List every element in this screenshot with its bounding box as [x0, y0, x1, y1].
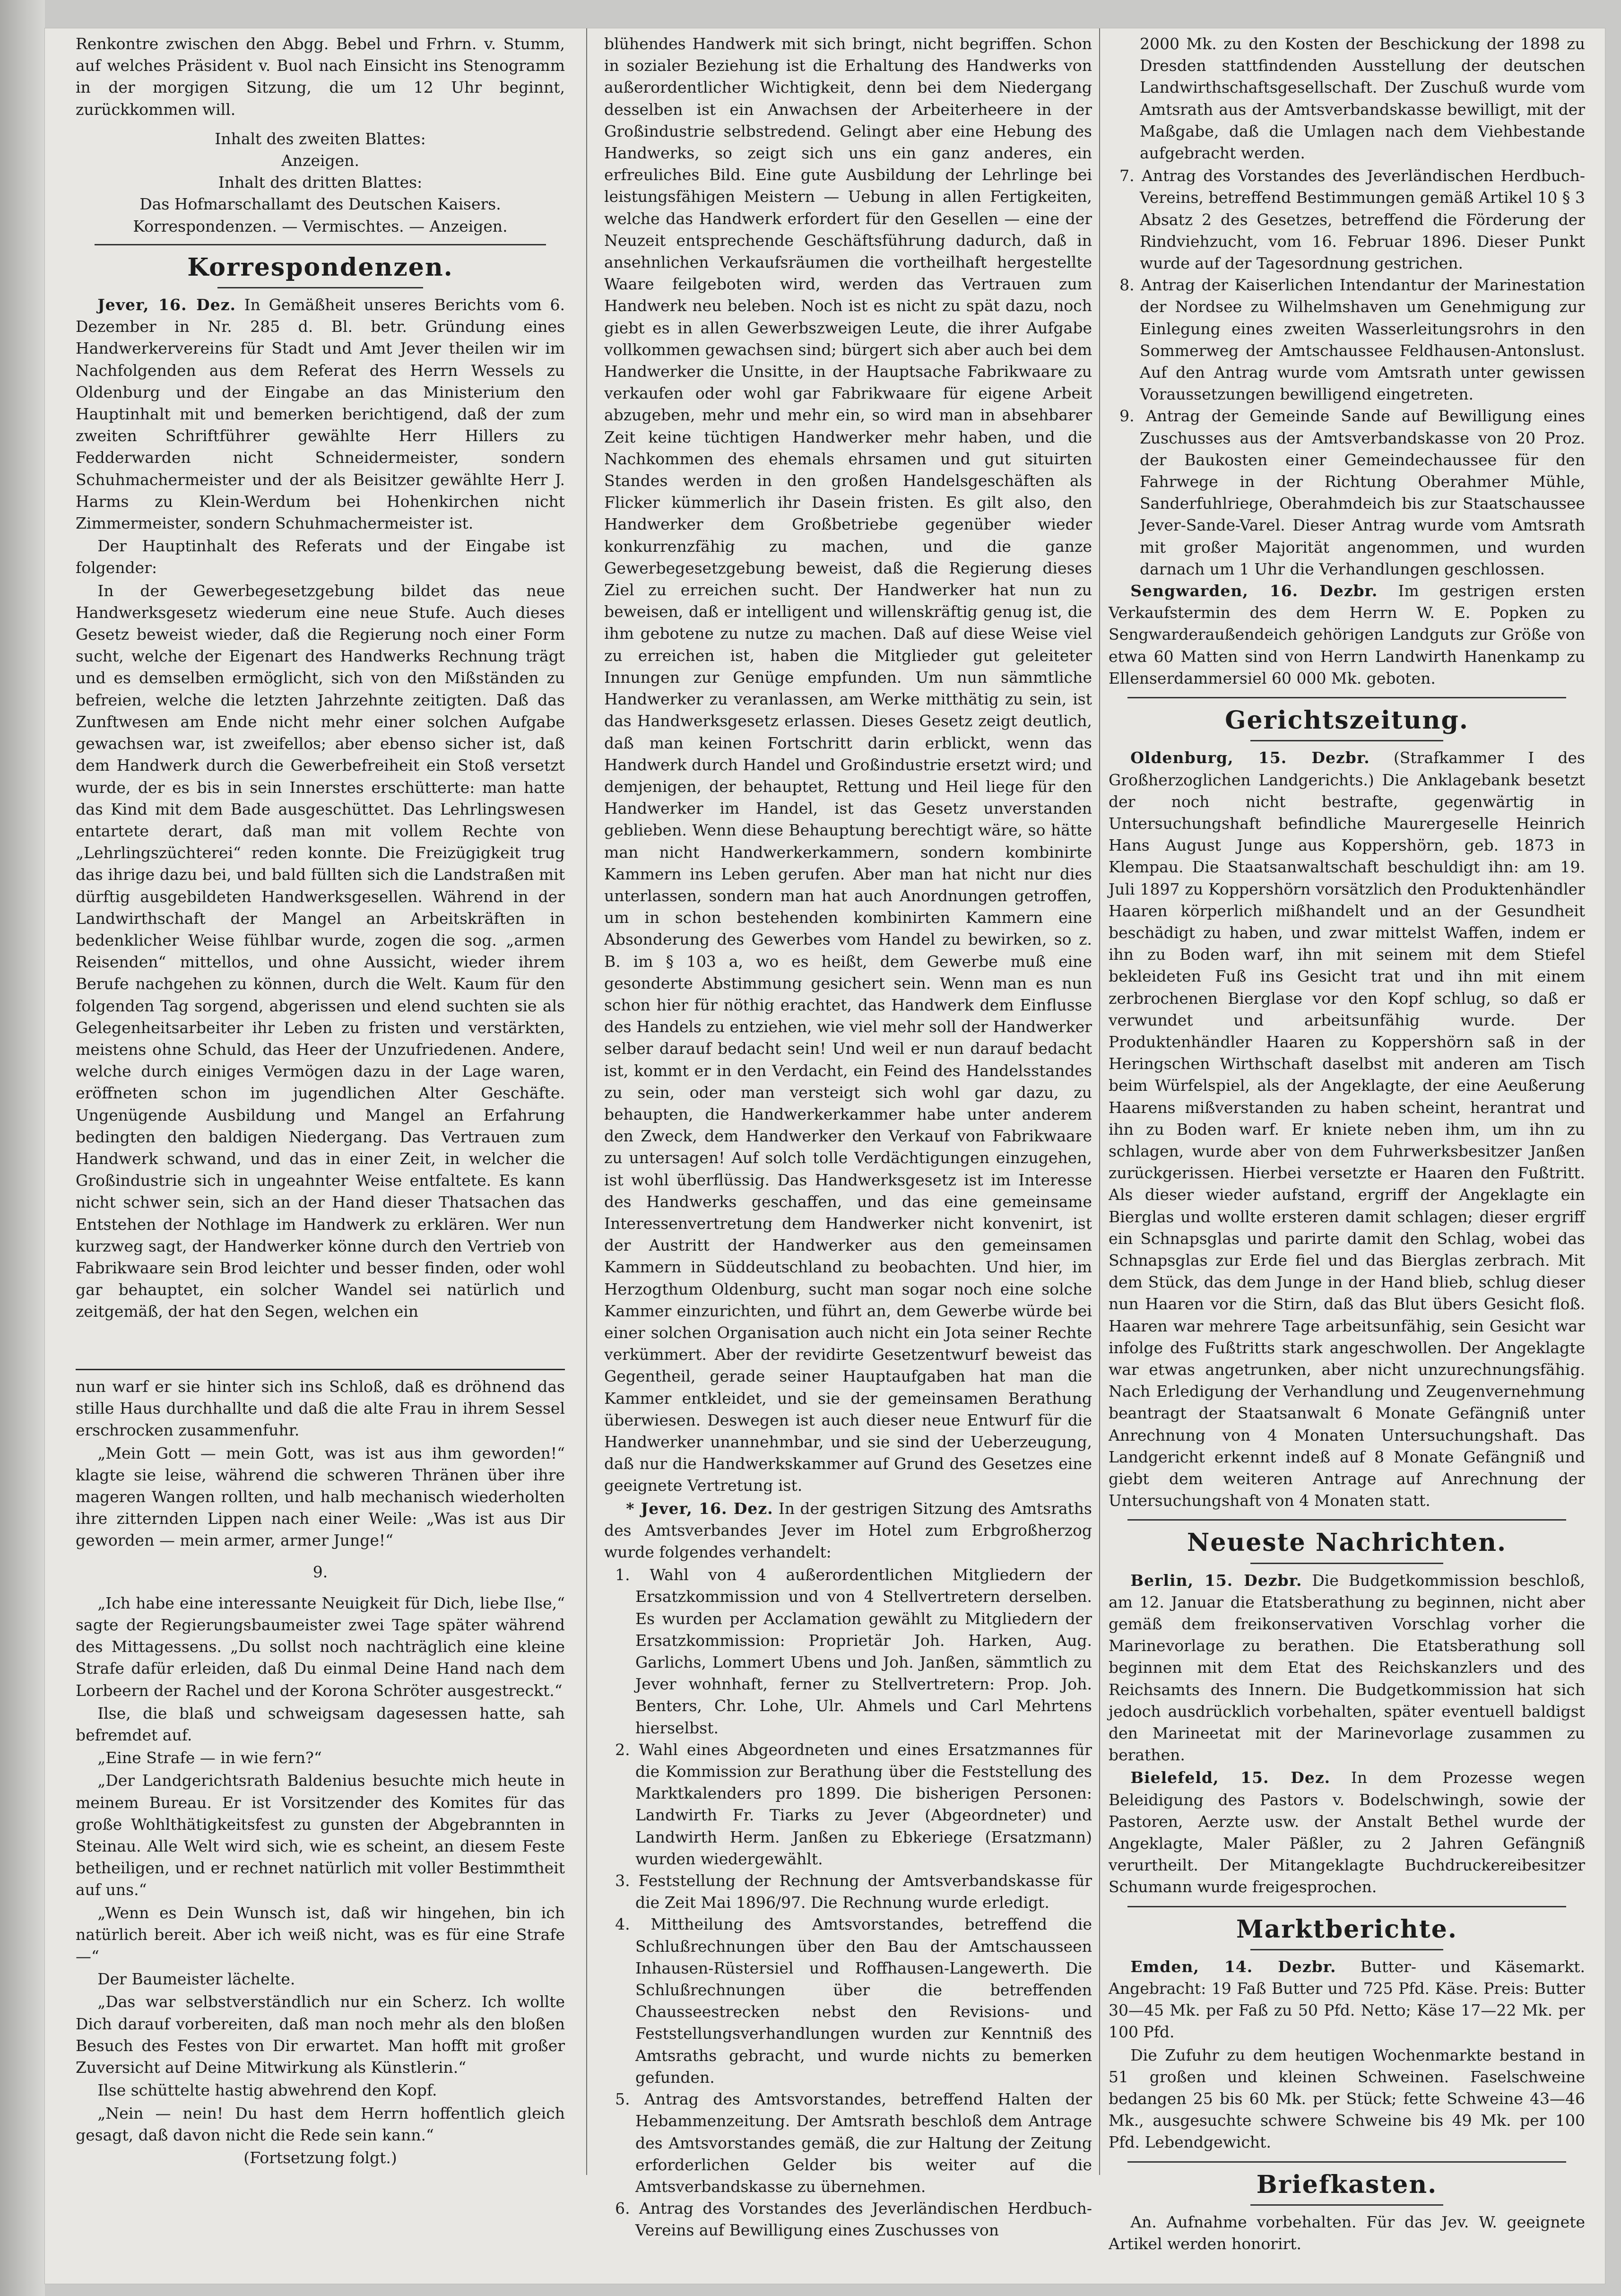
column-rule-2	[1099, 28, 1100, 2175]
section-heading: Briefkasten.	[1256, 2170, 1438, 2199]
agenda-item: 7. Antrag des Vorstandes des Jeverländischen Herdbuch-Vereins, betreffend Bestimmungen gemäß Artikel 10 § 3 Absatz 2 des Gesetzes, betreffend die Förderung der Rindviehzucht, vom 16. Februar 1896. Dieser Punkt wurde auf der Tagesordnung gestrichen.	[1119, 166, 1585, 273]
section-heading: Marktberichte.	[1236, 1914, 1457, 1944]
feuilleton-divider	[76, 1369, 565, 1370]
binding-gutter	[0, 0, 45, 2296]
story-paragraph: Ilse, die blaß und schweigsam dagesessen hatte, sah befremdet auf.	[76, 1704, 565, 1745]
chapter-number: 9.	[312, 1562, 328, 1581]
column-rule-1	[586, 28, 587, 2175]
agenda-item: 9. Antrag der Gemeinde Sande auf Bewilligung eines Zuschusses aus der Amtsverbandskasse von 20 Proz. der Baukosten einer Gemeindechaussee für den Fahrwege in der Richtung Oberahmer Mühle, Sanderfuhlriege, Oberahmdeich bis zur Staatschaussee Jever-Sande-Varel. Dieser Antrag wurde vom Amtsrath mit großer Majorität angenommen, und wurden darnach um 1 Uhr die Verhandlungen geschlossen.	[1119, 407, 1585, 578]
paragraph: blühendes Handwerk mit sich bringt, nicht begriffen. Schon in sozialer Beziehung ist die Erhaltung des Handwerks von außerordentlicher Wichtigkeit, denn bei dem Niedergang desselben ist ein Anwachsen der Arbeiterheere in der Großindustrie selbstredend. Gelingt aber eine Hebung des Handwerks, so zeigt sich uns ein ganz anderes, ein erfreuliches Bild. Eine gute Ausbildung der Lehrlinge bei leistungsfähigen Meistern — Uebung in allen Fertigkeiten, welche das Handwerk erfordert für den Gesellen — eine der Neuzeit entsprechende Geschäftsführung dadurch, daß in ansehnlichen Verkaufsräumen die vortheilhaft hergestellte Waare feilgeboten wird, werden das Vertrauen zum Handwerk neu beleben. Noch ist es nicht zu spät dazu, noch giebt es in allen Gewerbszweigen Leute, die ihrer Aufgabe vollkommen gewachsen sind; bürgert sich aber auch bei dem Handwerker die Unsitte, in der Hauptsache Fabrikwaare zu verkaufen oder wohl gar Fabrikwaare für eigene Arbeit abzugeben, mehr und mehr ein, so wird man in absehbarer Zeit keine tüchtigen Handwerker mehr haben, und die Nachkommen des ehemals ehrsamen und gut situirten Standes werden in den großen Handelsgeschäften als Flicker kümmerlich ihr Dasein fristen. Es gilt also, den Handwerker dem Großbetriebe gegenüber wieder konkurrenzfähig zu machen, und die ganze Gewerbegesetzgebung beweist, daß die Regierung dieses Ziel zu erreichen sucht. Der Handwerker hat nun zu beweisen, daß er intelligent und willenskräftig genug ist, die ihm gebotene zu nutze zu machen. Daß auf diese Weise viel zu erreichen ist, haben die Mitglieder gut geleiteter Innungen zur Genüge empfunden. Um nun sämmtliche Handwerker zu veranlassen, am Werke mitthätig zu sein, ist das Handwerksgesetz erlassen. Dieses Gesetz zeigt deutlich, daß man keinen Fortschritt darin erblickt, wenn das Handwerk durch Handel und Großindustrie ersetzt wird; und demjenigen, der behauptet, Rettung und Heil liege für den Handwerker im Handel, ist das Gesetz unverstanden geblieben. Wenn diese Behauptung berechtigt wäre, so hätte man nicht Handwerkerkammern, sondern kombinirte Kammern ins Leben gerufen. Aber man hat nicht nur dies unterlassen, sondern man hat auch Anordnungen getroffen, um in schon bestehenden kombinirten Kammern eine Absonderung des Gewerbes vom Handel zu bewirken, so z. B. im § 103 a, wo es heißt, dem Gewerbe muß eine gesonderte Abstimmung gesichert sein. Wenn man es nun schon hier für nöthig erachtet, das Handwerk dem Einflusse des Handels zu entziehen, wie viel mehr soll der Handwerker selber darauf bedacht sein! Und weil er nun darauf bedacht ist, kommt er in den Verdacht, ein Feind des Handelsstandes zu sein, oder man versteigt sich wohl gar dazu, zu behaupten, die Handwerkerkammer habe unter anderem den Zweck, dem Handwerker den Verkauf von Fabrikwaare zu untersagen! Auf solch tolle Verdächtigungen einzugehen, ist wohl überflüssig. Das Handwerksgesetz ist im Interesse des Handwerks geschaffen, und das eine gemeinsame Interessenvertretung dem Handwerker nicht konvenirt, ist der Austritt der Handwerker aus den gemeinsamen Kammern in Süddeutschland zu beobachten. Und hier, im Herzogthum Oldenburg, sucht man sogar noch eine solche Kammer einzurichten, und führt an, dem Gewerbe würde bei einer solchen Organisation auch nicht ein Jota seiner Rechte verkümmert. Aber der revidirte Gesetzentwurf beweist das Gegentheil, gerade seiner Hauptaufgaben hat man die Kammer entkleidet, und sie der gemeinsamen Berathung überwiesen. Deswegen ist auch dieser neue Entwurf für die Handwerker unannehmbar, und sie sind der Ueberzeugung, daß nur die Handwerkskammer auf Grund des Gesetzes eine geeignete Vertretung ist.	[604, 35, 1092, 1495]
paragraph: (Strafkammer I des Großherzoglichen Landgerichts.) Die Anklagebank besetzt der noch nicht bestrafte, gegenwärtig in Untersuchungshaft befindliche Maurergeselle Heinrich Hans August Junge aus Koppershörn, geb. 1873 in Klempau. Die Staatsanwaltschaft beschuldigt ihn: am 19. Juli 1897 zu Koppershörn vorsätzlich den Produktenhändler Haaren körperlich mißhandelt und an der Gesundheit beschädigt zu haben, und zwar mittelst Waffen, indem er ihn zu Boden warf, ihn mit seinem mit dem Stiefel bekleideten Fuß ins Gesicht trat und ihn mit einem zerbrochenen Bierglase vor den Kopf schlug, so daß er verwundet und arbeitsunfähig wurde. Der Produktenhändler Haaren zu Koppershörn saß in der Heringschen Wirthschaft daselbst mit anderen am Tisch beim Würfelspiel, als der Angeklagte, der eine Aeußerung Haarens mißverstanden zu haben scheint, herantrat und ihn zu Boden warf. Er kniete neben ihm, um ihn zu schlagen, wurde aber von dem Fuhrwerksbesitzer Janßen zurückgerissen. Hierbei versetzte er Haaren den Fußtritt. Als dieser wieder aufstand, ergriff der Angeklagte ein Bierglas und wollte ersteren damit schlagen; dieser ergriff ein Schnapsglas und parirte damit den Schlag, wobei das Schnapsglas zur Erde fiel und das Bierglas zerbrach. Mit dem Stück, das dem Junge in der Hand blieb, schlug dieser nun Haaren vor die Stirn, daß das Blut übers Gesicht floß. Haaren war mehrere Tage arbeitsunfähig, sein Gesicht war infolge des Fußtritts stark angeschwollen. Der Angeklagte war etwas angetrunken, aber nicht unzurechnungsfähig. Nach Erledigung der Verhandlung und Zeugenvernehmung beantragt der Staatsanwalt 6 Monate Gefängniß unter Anrechnung von 4 Monaten Untersuchungshaft. Das Landgericht erkennt indeß auf 8 Monate Gefängniß und giebt dem weiteren Antrage auf Anrechnung der Untersuchungshaft von 4 Monaten statt.	[1109, 748, 1585, 1510]
dateline: * Jever, 16. Dez.	[626, 1499, 773, 1518]
section-heading: Korrespondenzen.	[187, 252, 453, 282]
dateline: Emden, 14. Dezbr.	[1130, 1957, 1336, 1976]
paragraph: Die Budgetkommission beschloß, am 12. Januar die Etatsberathung zu beginnen, nicht aber gemäß dem freikonservativen Vorschlag vorher die Marinevorlage zu berathen. Die Etatsberathung soll beginnen mit dem Etat des Reichskanzlers und des Reichsamts des Innern. Die Budgetkommission hat sich jedoch ausdrücklich vorbehalten, später eventuell baldigst den Marineetat mit der Marinevorlage zusammen zu berathen.	[1109, 1571, 1585, 1765]
paragraph: Butter- und Käsemarkt. Angebracht: 19 Faß Butter und 725 Pfd. Käse. Preis: Butter 30—45 Mk. per Faß zu 50 Pfd. Netto; Käse 17—22 Mk. per 100 Pfd.	[1109, 1957, 1585, 2042]
story-paragraph: „Nein — nein! Du hast dem Herrn hoffentlich gleich gesagt, daß davon nicht die Rede sein kann.“	[76, 2104, 565, 2144]
paragraph: Die Zufuhr zu dem heutigen Wochenmarkte bestand in 51 großen und kleinen Schweinen. Faselschweine bedangen 25 bis 60 Mk. per Stück; fette Schweine 43—46 Mk., ausgesuchte schwere Schweine bis 49 Mk. per 100 Pfd. Lebendgewicht.	[1109, 2045, 1585, 2152]
agenda-item: 5. Antrag des Amtsvorstandes, betreffend Halten der Hebammenzeitung. Der Amtsrath beschloß dem Antrage des Amtsvorstandes gemäß, die zur Haltung der Zeitung erforderlichen Gelder bis weiter auf die Amtsverbandskasse zu übernehmen.	[615, 2090, 1092, 2196]
agenda-item: 2. Wahl eines Abgeordneten und eines Ersatzmannes für die Kommission zur Berathung über die Feststellung des Marktkalenders pro 1899. Die bisherigen Personen: Landwirth Fr. Tiarks zu Jever (Abgeordneter) und Landwirth Herm. Janßen zu Ebkeriege (Ersatzmann) wurden wiedergewählt.	[615, 1740, 1092, 1868]
article-intro: Renkontre zwischen den Abgg. Bebel und Frhrn. v. Stumm, auf welches Präsident v. Buol nach Einsicht ins Stenogramm in der morgigen Sitzung, die um 12 Uhr beginnt, zurückkommen will.	[76, 35, 565, 119]
paragraph: In der Gewerbegesetzgebung bildet das neue Handwerksgesetz wiederum eine neue Stufe. Auch dieses Gesetz beweist wieder, daß die Regierung noch einer Form sucht, welche der Eigenart des Handwerks Rechnung trägt und es demselben ermöglicht, sich von den Mißständen zu befreien, welche die letzten Jahrzehnte zeitigten. Daß das Zunftwesen am Ende nicht mehr einer solchen Aufgabe gewachsen war, ist zweifellos; aber ebenso sicher ist, daß dem Handwerk durch die Gewerbefreiheit ein Stoß versetzt wurde, der es bis in sein Innerstes erschütterte: man hatte das Kind mit dem Bade ausgeschüttet. Das Lehrlingswesen entartete derart, daß man mit vollem Rechte von „Lehrlingszüchterei“ reden konnte. Die Freizügigkeit trug das ihrige dazu bei, und bald füllten sich die Landstraßen mit dürftig ausgebildeten Handwerksgesellen. Während in der Landwirthschaft der Mangel an Arbeitskräften in bedenklicher Weise fühlbar wurde, zogen die sog. „armen Reisenden“ mittellos, und ohne Aussicht, wieder ihrem Berufe nachgehen zu können, durch die Welt. Kaum für den folgenden Tag sorgend, abgerissen und elend suchten sie als Gelegenheitsarbeiter ihr Leben zu fristen und verstärkten, meistens ohne Schuld, das Heer der Unzufriedenen. Andere, welche durch einiges Vermögen dazu in der Lage waren, eröffneten schon im jugendlichen Alter Geschäfte. Ungenügende Ausbildung und Mangel an Erfahrung bedingten den baldigen Niedergang. Das Vertrauen zum Handwerk schwand, und das in einer Zeit, in welcher die Großindustrie sich in ungeahnter Weise entfaltete. Es kann nicht schwer sein, sich an der Hand dieser Thatsachen das Entstehen der Nothlage im Handwerk zu erklären. Wer nun kurzweg sagt, der Handwerker könne durch den Vertrieb von Fabrikwaare sein Brod leichter und besser finden, oder wohl gar behauptet, ein solcher Wandel sei natürlich und zeitgemäß, der hat den Segen, welchen ein	[76, 581, 565, 1321]
dateline: Jever, 16. Dez.	[97, 296, 236, 314]
column-3	[1109, 33, 1585, 2253]
paragraph: Der Hauptinhalt des Referats und der Eingabe ist folgender:	[76, 537, 565, 577]
contents-line: Inhalt des zweiten Blattes:	[215, 129, 426, 148]
story-paragraph: „Wenn es Dein Wunsch ist, daß wir hingehen, bin ich natürlich bereit. Aber ich weiß nicht, was es für eine Strafe —“	[76, 1903, 565, 1966]
dateline: Bielefeld, 15. Dez.	[1130, 1768, 1331, 1787]
story-paragraph: „Ich habe eine interessante Neuigkeit für Dich, liebe Ilse,“ sagte der Regierungsbaumeister zwei Tage später während des Mittagessens. „Du sollst noch nachträglich eine kleine Strafe dafür erleiden, daß Du einmal Deine Hand nach dem Lorbeern der Rachel und der Korona Schröter ausgestreckt.“	[76, 1593, 565, 1700]
agenda-item: 3. Feststellung der Rechnung der Amtsverbandskasse für die Zeit Mai 1896/97. Die Rechnung wurde erledigt.	[615, 1871, 1092, 1912]
contents-line: Das Hofmarschallamt des Deutschen Kaisers.	[139, 195, 501, 214]
column-2	[604, 33, 1092, 2240]
feuilleton	[76, 1376, 565, 2170]
contents-line: Anzeigen.	[281, 151, 359, 170]
contents-line: Korrespondenzen. — Vermischtes. — Anzeigen.	[133, 217, 508, 235]
story-paragraph: Der Baumeister lächelte.	[97, 1970, 295, 1989]
dateline: Sengwarden, 16. Dezbr.	[1130, 582, 1378, 600]
continuation-note: (Fortsetzung folgt.)	[243, 2148, 397, 2167]
paragraph: In der gestrigen Sitzung des Amtsraths des Amtsverbandes Jever im Hotel zum Erbgroßherzog wurde folgendes verhandelt:	[604, 1499, 1092, 1562]
agenda-list	[604, 1564, 1092, 2241]
paragraph: An. Aufnahme vorbehalten. Für das Jev. W. geeignete Artikel werden honorirt.	[1109, 2212, 1585, 2253]
paragraph: In Gemäßheit unseres Berichts vom 6. Dezember in Nr. 285 d. Bl. betr. Gründung eines Handwerkervereins für Stadt und Amt Jever theilen wir im Nachfolgenden aus dem Referat des Herrn Wessels zu Oldenburg und der Eingabe an das Ministerium den Hauptinhalt mit und bemerken berichtigend, daß der zum zweiten Schriftführer gewählte Herr Hillers zu Fedderwarden nicht Schneidermeister, sondern Schuhmachermeister und der als Beisitzer gewählte Herr J. Harms zu Klein-Werdum bei Hohenkirchen nicht Zimmermeister, sondern Schuhmachermeister ist.	[76, 296, 565, 533]
paragraph: 2000 Mk. zu den Kosten der Beschickung der 1898 zu Dresden stattfindenden Ausstellung der deutschen Landwirthschaftsgesellschaft. Der Zuschuß wurde vom Amtsrath aus der Amtsverbandskasse bewilligt, mit der Maßgabe, daß die Umlagen nach dem Viehbestande aufgebracht werden.	[1140, 35, 1585, 163]
dateline: Oldenburg, 15. Dezbr.	[1130, 748, 1370, 767]
agenda-item: 8. Antrag der Kaiserlichen Intendantur der Marinestation der Nordsee zu Wilhelmshaven um Genehmigung zur Einlegung eines zweiten Wasserleitungsrohrs in den Sommerweg der Amtschaussee Feldhausen-Antonslust. Auf den Antrag wurde vom Amtsrath unter gewissen Voraussetzungen bewilligend eingetreten.	[1119, 276, 1585, 404]
story-paragraph: „Eine Strafe — in wie fern?“	[97, 1748, 322, 1767]
story-paragraph: Ilse schüttelte hastig abwehrend den Kopf.	[97, 2081, 437, 2100]
story-paragraph: nun warf er sie hinter sich ins Schloß, daß es dröhnend das stille Haus durchhallte und daß die alte Frau in ihrem Sessel erschrocken zusammenfuhr.	[76, 1377, 565, 1440]
story-paragraph: „Mein Gott — mein Gott, was ist aus ihm geworden!“ klagte sie leise, während die schweren Thränen über ihre mageren Wangen rollten, und halb mechanisch wiederholten ihre zitternden Lippen nach einer Weile: „Was ist aus Dir geworden — mein armer, armer Junge!“	[76, 1444, 565, 1550]
section-heading: Gerichtszeitung.	[1225, 706, 1469, 735]
section-heading: Neueste Nachrichten.	[1187, 1528, 1507, 1557]
story-paragraph: „Das war selbstverständlich nur ein Scherz. Ich wollte Dich darauf vorbereiten, daß man noch mehr als den bloßen Besuch des Festes von Dir erwartet. Man hofft mit großer Zuversicht auf Deine Mitwirkung als Künstlerin.“	[76, 1992, 565, 2077]
dateline: Berlin, 15. Dezbr.	[1130, 1571, 1302, 1590]
story-paragraph: „Der Landgerichtsrath Baldenius besuchte mich heute in meinem Bureau. Er ist Vorsitzender des Komites für das große Wohlthätigkeitsfest zu gunsten der Abgebrannten in Steinau. Alle Welt wird sich, wie es scheint, an diesem Feste betheiligen, und er rechnet natürlich mit voller Bestimmtheit auf uns.“	[76, 1771, 565, 1899]
agenda-item: 4. Mittheilung des Amtsvorstandes, betreffend die Schlußrechnungen über den Bau der Amtschausseen Inhausen-Rüstersiel und Roffhausen-Langewerth. Die Schlußrechnungen über die betreffenden Chausseestrecken nebst den Revisions- und Feststellungsverhandlungen wurden zur Kenntniß des Amtsraths gebracht, und wurde nichts zu bemerken gefunden.	[615, 1915, 1092, 2087]
agenda-item: 6. Antrag des Vorstandes des Jeverländischen Herdbuch-Vereins auf Bewilligung eines Zuschusses von	[615, 2199, 1092, 2240]
paragraph: Im gestrigen ersten Verkaufstermin des dem Herrn W. E. Popken zu Sengwarderaußendeich gehörigen Landguts zur Größe von etwa 60 Matten sind von Herrn Landwirth Hanenkamp zu Ellenserdammersiel 60 000 Mk. geboten.	[1109, 582, 1585, 687]
contents-line: Inhalt des dritten Blattes:	[218, 173, 423, 192]
agenda-item: 1. Wahl von 4 außerordentlichen Mitgliedern der Ersatzkommission und von 4 Stellvertretern derselben. Es wurden per Acclamation gewählt zu Mitgliedern der Ersatzkommission: Proprietär Joh. Harken, Aug. Garlichs, Lommert Ubens und Joh. Janßen, sämmtlich zu Jever wohnhaft, ferner zu Stellvertretern: Prop. Joh. Benters, Chr. Lohe, Ulr. Ahmels und Carl Mehrtens hierselbst.	[615, 1565, 1092, 1737]
paragraph: In dem Prozesse wegen Beleidigung des Pastors v. Bodelschwingh, sowie der Pastoren, Aerzte usw. der Anstalt Bethel wurde der Angeklagte, Maler Päßler, zu 2 Jahren Gefängniß verurtheilt. Der Mitangeklagte Buchdruckereibesitzer Schumann wurde freigesprochen.	[1109, 1768, 1585, 1896]
agenda-list	[1109, 165, 1585, 580]
